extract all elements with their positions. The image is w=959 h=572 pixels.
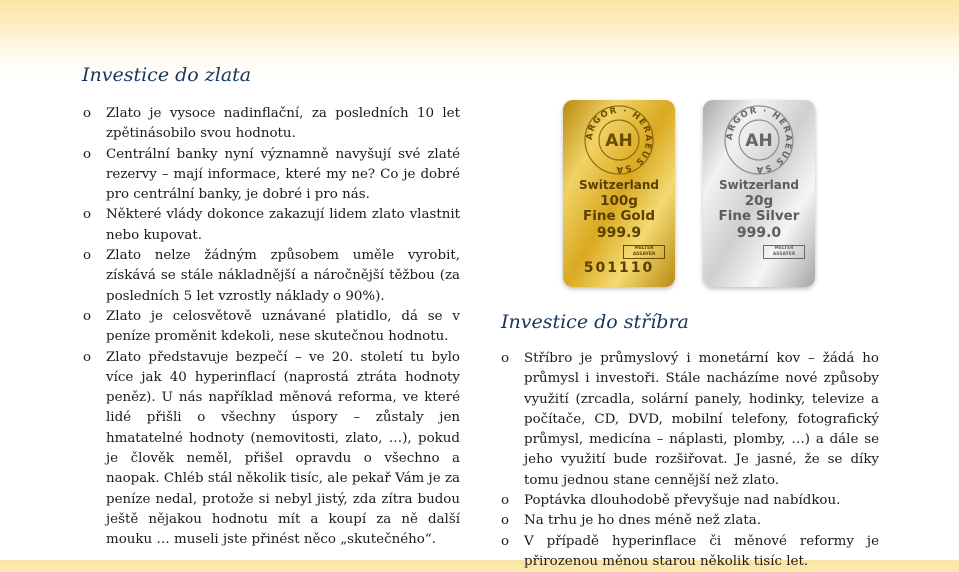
list-item	[83, 246, 460, 307]
list-item	[83, 104, 460, 145]
bullet-marker: o	[83, 349, 92, 365]
list-item-text: Některé vlády dokonce zakazují lidem zlato vlastnit nebo kupovat.	[106, 207, 460, 243]
bullet-marker: o	[501, 533, 510, 549]
silver-bar-image	[703, 100, 815, 287]
gold-reasons-list	[83, 104, 460, 551]
list-item-text: Zlato je vysoce nadinflační, za posledních 10 let zpětinásobilo svou hodnotu.	[106, 106, 460, 142]
bullet-marker: o	[83, 308, 92, 324]
list-item-text: Zlato je celosvětově uznávané platidlo, dá se v peníze proměnit kdekoli, nese skutečnou hodnotu.	[106, 308, 460, 345]
bullet-marker: o	[501, 351, 510, 366]
gold-bar-purity: 999.9	[596, 225, 642, 241]
gold-section-heading: Investice do zlata	[82, 64, 252, 86]
silver-bar-origin: Switzerland	[719, 178, 799, 192]
gold-bar-weight: 100g	[600, 193, 638, 209]
bullet-marker: o	[83, 248, 92, 264]
gold-ring-text: ARGOR · HERAEUS SA	[584, 105, 654, 175]
list-item	[83, 145, 460, 206]
silver-bar-purity: 999.0	[736, 225, 782, 241]
gold-bar-serial: 501110	[583, 260, 655, 276]
silver-bar-fineness: Fine Silver	[718, 208, 800, 224]
bullet-marker: o	[83, 106, 92, 121]
silver-section-heading: Investice do stříbra	[501, 311, 689, 333]
list-item	[501, 491, 879, 511]
silver-reasons-list	[501, 349, 879, 572]
list-item-text: Na trhu je ho dnes méně než zlata.	[524, 513, 761, 529]
bullet-marker: o	[83, 207, 92, 223]
list-item	[83, 205, 460, 246]
list-item-text: Centrální banky nyní významně navyšují své zlaté rezervy – mají informace, které my ne? Co je dobré pro centrální banky, je dobré i pro nás.	[106, 146, 460, 203]
silver-ring-text: ARGOR · HERAEUS SA	[724, 105, 794, 175]
silver-bar-weight: 20g	[744, 193, 774, 209]
gold-bar-origin: Switzerland	[579, 178, 659, 192]
list-item-text: Zlato nelze žádným způsobem uměle vyrobit, získává se stále nákladnější a náročnější těžbou (za posledních 5 let vzrostly náklady o 90%).	[106, 248, 460, 304]
list-item	[83, 348, 460, 551]
list-item	[501, 511, 879, 531]
list-item-text: Zlato představuje bezpečí – ve 20. století tu bylo více jak 40 hyperinflací (naprostá ztráta hodnoty peněz). U nás například měnová reforma, ve které lidé přišli o všechny úspory – zůstaly jen hmatatelné hodnoty (nemovitosti, zlato, …), pokud je člověk neměl, přišel opravdu o všechno a naopak. Chléb stál několik tisíc, ale pekař Vám je za peníze nedal, protože si nebyl jistý, zda zítra budou ještě nějakou hodnotu mít a koupí za ně další mouku … museli jste přinést něco „skutečného“.	[106, 349, 460, 548]
bullet-marker: o	[501, 493, 510, 509]
gold-bar-fineness: Fine Gold	[583, 208, 655, 224]
list-item	[501, 532, 879, 572]
gold-monogram: AH	[605, 131, 633, 151]
list-item-text: Poptávka dlouhodobě převyšuje nad nabídkou.	[524, 493, 841, 509]
silver-assayer-stamp: MELTER ASSAYER	[763, 245, 805, 259]
gold-bar-image	[563, 100, 675, 287]
gold-assayer-stamp: MELTER ASSAYER	[623, 245, 665, 259]
list-item	[83, 307, 460, 348]
bullet-marker: o	[501, 513, 510, 529]
list-item-text: Stříbro je průmyslový i monetární kov – žádá ho průmysl i investoři. Stále nacházíme nové způsoby využití (zrcadla, solární panely, hodinky, televize a počítače, CD, DVD, mobilní telefony, fotografický průmysl, medicína – náplasti, plomby, …) a dále se jeho využití bude rozšiřovat. Je jasné, že se díky tomu jednou stane cennější než zlato.	[524, 351, 879, 488]
bullet-marker: o	[83, 146, 92, 162]
silver-monogram: AH	[745, 131, 773, 151]
list-item-text: V případě hyperinflace či měnové reformy je přirozenou měnou starou několik tisíc let.	[524, 533, 879, 569]
list-item	[501, 349, 879, 491]
